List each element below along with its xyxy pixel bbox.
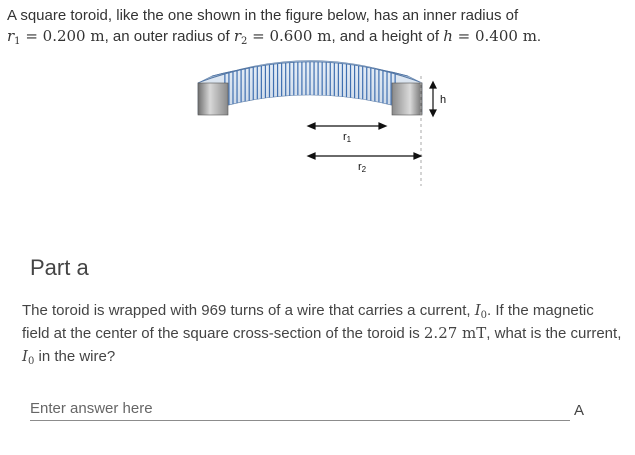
h-expression: h = 0.400 m <box>443 27 537 45</box>
toroid-right-cap <box>392 83 422 115</box>
current-symbol: $I_0$ <box>474 301 488 321</box>
intro-text-2: , an outer radius of <box>104 28 234 45</box>
r2-label: r2 <box>358 161 367 174</box>
question-text: The toroid is wrapped with 969 turns of a wire that carries a current, $I_0$. If the magnetic field at the center of the square cross-section of the toroid is 2.27 mT, what is the current, $I_0$ in the wire? <box>22 301 622 367</box>
current-symbol-2: $I_0$ <box>22 347 35 367</box>
r2-expression: $r_2 = 0.600$ m <box>233 27 332 47</box>
height-arrow <box>430 82 436 116</box>
answer-input[interactable] <box>30 396 570 421</box>
toroid-diagram <box>190 46 470 186</box>
r1-label: r1 <box>343 131 352 144</box>
answer-unit: A <box>574 402 585 419</box>
answer-row <box>30 396 590 422</box>
field-value: 2.27 mT <box>423 324 487 342</box>
r2-arrow <box>308 153 421 159</box>
h-label: h <box>440 94 447 106</box>
problem-statement: A square toroid, like the one shown in the figure below, has an inner radius of $r_1 = 0.200$ m, an outer radius of $r_2 = 0.600$ m, and a height of h = 0.400 m. <box>7 7 542 47</box>
r1-arrow <box>308 123 386 129</box>
intro-text-1: A square toroid, like the one shown in the figure below, has an inner radius of <box>7 7 519 24</box>
toroid-figure <box>190 46 470 186</box>
intro-text-3: , and a height of <box>331 28 444 45</box>
toroid-left-cap <box>198 83 228 115</box>
part-title: Part a <box>30 255 89 280</box>
r1-expression: $r_1 = 0.200$ m <box>7 27 105 47</box>
